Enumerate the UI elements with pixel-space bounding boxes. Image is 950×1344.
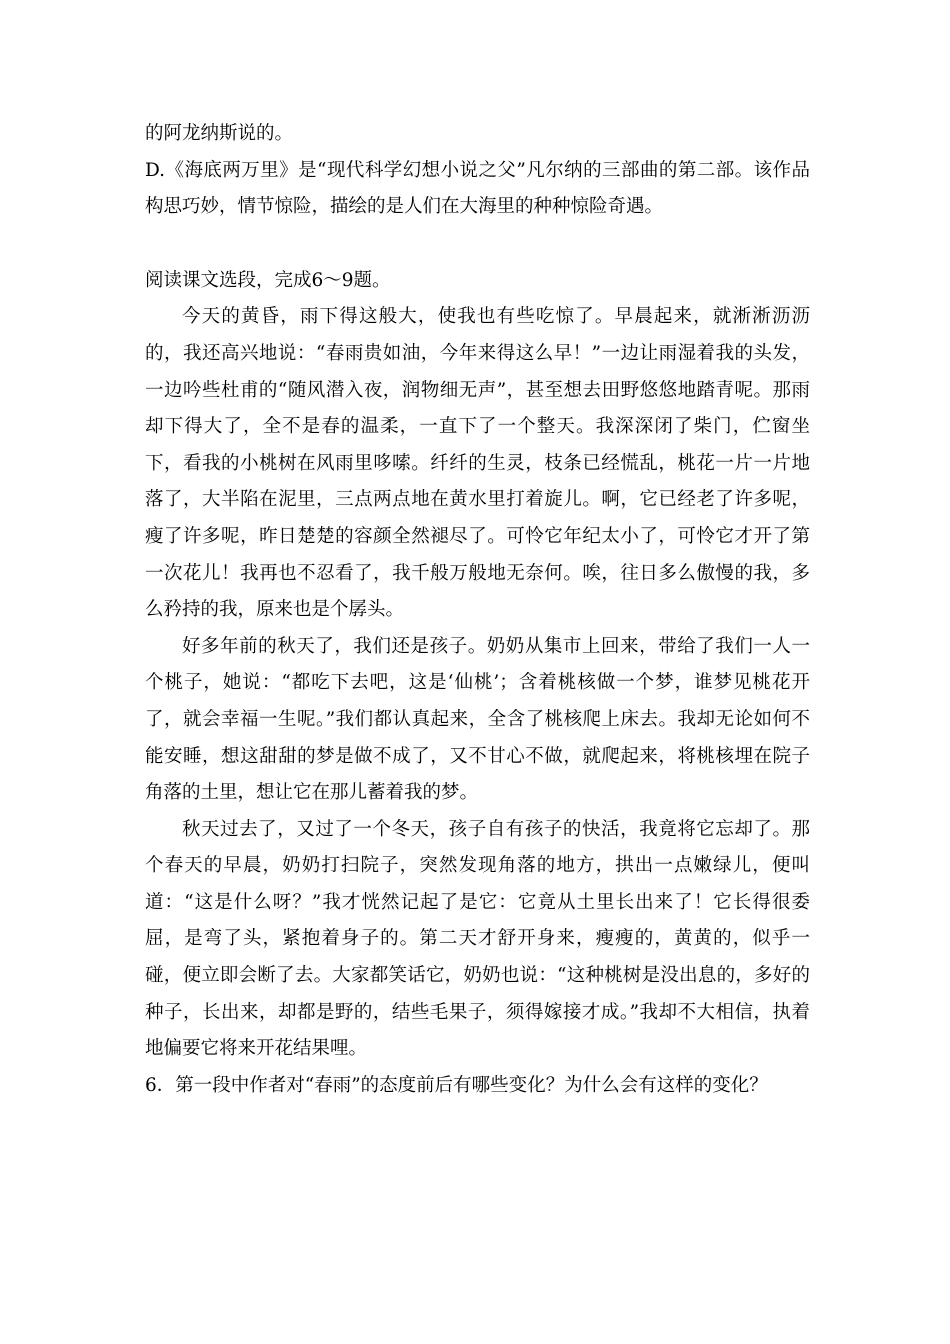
document-body: [145, 116, 810, 1104]
reading-instruction: 阅读课文选段，完成6～9题。: [145, 269, 391, 291]
question-6: 6．第一段中作者对“春雨”的态度前后有哪些变化？为什么会有这样的变化？: [145, 1074, 768, 1096]
passage-paragraph-3: 秋天过去了，又过了一个冬天，孩子自有孩子的快活，我竟将它忘却了。那个春天的早晨，奶奶打扫院子，突然发现角落的地方，拱出一点嫩绿儿，便叫道：“这是什么呀？”我才恍然记起了是它：它竟从土里长出来了！它长得很委屈，是弯了头，紧抱着身子的。第二天才舒开身来，瘦瘦的，黄黄的，似乎一碰，便立即会断了去。大家都笑话它，奶奶也说：“这种桃树是没出息的，多好的种子，长出来，却都是野的，结些毛果子，须得嫁接才成。”我却不大相信，执着地偏要它将来开花结果哩。: [145, 818, 810, 1060]
previous-answer-tail: 的阿龙纳斯说的。: [145, 123, 294, 144]
option-d: D.《海底两万里》是“现代科学幻想小说之父”凡尔纳的三部曲的第二部。该作品构思巧妙，情节惊险，描绘的是人们在大海里的种种惊险奇遇。: [145, 159, 810, 218]
passage-paragraph-1: 今天的黄昏，雨下得这般大，使我也有些吃惊了。早晨起来，就淅淅沥沥的，我还高兴地说：“春雨贵如油，今年来得这么早！”一边让雨湿着我的头发，一边吟些杜甫的“随风潜入夜，润物细无声”，甚至想去田野悠悠地踏青呢。那雨却下得大了，全不是春的温柔，一直下了一个整天。我深深闭了柴门，伫窗坐下，看我的小桃树在风雨里哆嗦。纤纤的生灵，枝条已经慌乱，桃花一片一片地落了，大半陷在泥里，三点两点地在黄水里打着旋儿。啊，它已经老了许多呢，瘦了许多呢，昨日楚楚的容颜全然褪尽了。可怜它年纪太小了，可怜它才开了第一次花儿！我再也不忍看了，我千般万般地无奈何。唉，往日多么傲慢的我，多么矜持的我，原来也是个孱头。: [145, 306, 810, 621]
passage-paragraph-2: 好多年前的秋天了，我们还是孩子。奶奶从集市上回来，带给了我们一人一个桃子，她说：“都吃下去吧，这是‘仙桃’；含着桃核做一个梦，谁梦见桃花开了，就会幸福一生呢。”我们都认真起来，全含了桃核爬上床去。我却无论如何不能安睡，想这甜甜的梦是做不成了，又不甘心不做，就爬起来，将桃核埋在院子角落的土里，想让它在那儿蓄着我的梦。: [145, 635, 810, 804]
